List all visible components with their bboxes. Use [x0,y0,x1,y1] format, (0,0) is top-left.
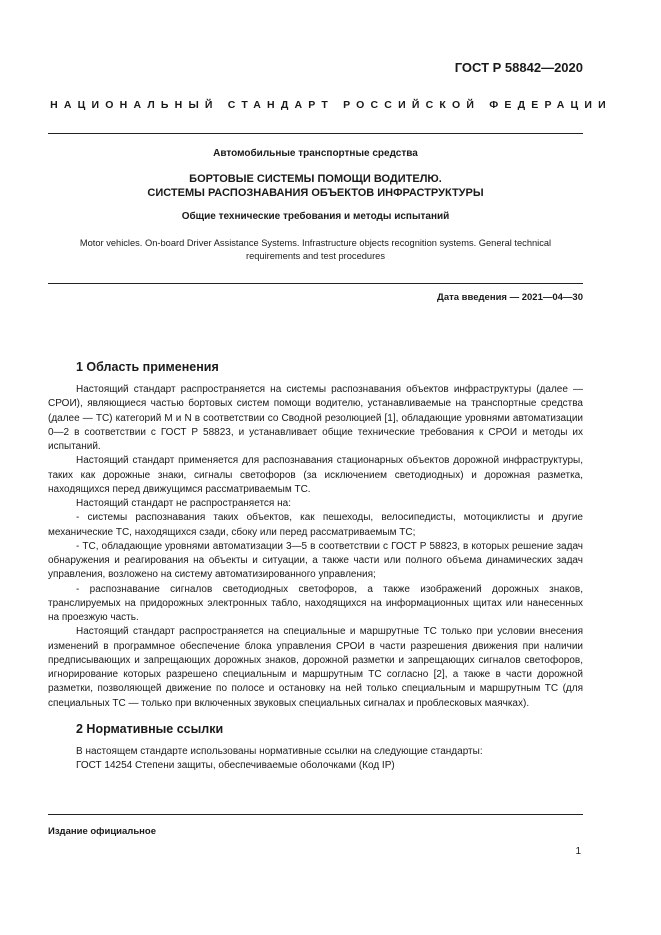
effective-date: Дата введения — 2021—04—30 [437,292,583,303]
paragraph: Настоящий стандарт применяется для распознавания стационарных объектов дорожной инфраструктуры, таких как дорожные знаки, сигналы светофоров (за исключением светодиодных) и дорожная разметка, находящихся перед движущимся рассматриваемым ТС. [48,455,583,495]
section-2-body [76,745,483,774]
paragraph: Настоящий стандарт распространяется на специальные и маршрутные ТС только при условии внесения изменений в программное обеспечение блока управления СРОИ в части разрешения движения при наличии предписывающих и запрещающих дорожных знаков, дорожной разметки и запрещающих сигналов светофоров, игнорирование которых разрешено специальным и маршрутным ТС согласно [2], а также в части дорожной разметки, позволяющей движение по полосе и остановку на ней только специальным и маршрутным ТС (для специальных ТС — только при включенных звуковых специальных сигналах и проблесковых маячках). [48,626,583,709]
paragraph: Настоящий стандарт распространяется на системы распознавания объектов инфраструктуры (далее — СРОИ), являющиеся частью бортовых систем помощи водителю, устанавливаемые на транспортные средства (далее — ТС) категорий М и N в соответствии со Сводной резолюцией [1], обладающие уровнями автоматизации 0—2 в соответствии с ГОСТ Р 58823, и устанавливает общие технические требования к СРОИ и методы их испытаний. [48,384,583,452]
list-item: - распознавание сигналов светодиодных светофоров, а также изображений дорожных знаков, транслируемых на придорожных электронных табло, находящихся на информационных щитах или нанесенных на проезжую часть. [48,583,583,623]
references-intro: В настоящем стандарте использованы нормативные ссылки на следующие стандарты: [76,746,483,757]
page-number: 1 [575,846,581,857]
national-standard-title: НАЦИОНАЛЬНЫЙ СТАНДАРТ РОССИЙСКОЙ ФЕДЕРАЦИИ [50,99,612,111]
english-title [48,237,583,262]
top-divider [48,133,583,134]
footer-divider [48,814,583,815]
standard-subject: Автомобильные транспортные средства [213,148,418,159]
standard-general-subtitle: Общие технические требования и методы испытаний [181,211,450,222]
document-code: ГОСТ Р 58842—2020 [454,60,583,75]
title-divider [48,283,583,284]
standard-main-title-line-2: СИСТЕМЫ РАСПОЗНАВАНИЯ ОБЪЕКТОВ ИНФРАСТРУКТУРЫ [147,187,484,199]
section-1-heading: 1 Область применения [76,360,219,374]
list-item: - системы распознавания таких объектов, как пешеходы, велосипедисты, мотоциклисты и другие механические ТС, находящихся сзади, сбоку или перед рассматриваемым ТС; [48,512,583,538]
list-item: - ТС, обладающие уровнями автоматизации 3—5 в соответствии с ГОСТ Р 58823, в которых решение задач обнаружения и реагирования на объекты и ситуации, а также части или полного объема динамических задач управления, возложено на систему автоматизированного управления; [48,540,583,581]
paragraph: Настоящий стандарт не распространяется на: [76,498,291,509]
standard-main-title [48,172,583,200]
edition-label: Издание официальное [48,826,156,837]
english-title-line-1: Motor vehicles. On-board Driver Assistance Systems. Infrastructure objects recognition systems. General technical [79,238,552,248]
section-2-heading: 2 Нормативные ссылки [76,722,224,736]
english-title-line-2: requirements and test procedures [245,250,385,261]
reference-item: ГОСТ 14254 Степени защиты, обеспечиваемые оболочками (Код IP) [76,760,395,772]
standard-main-title-line-1: БОРТОВЫЕ СИСТЕМЫ ПОМОЩИ ВОДИТЕЛЮ. [189,173,442,185]
section-1-body [48,383,583,711]
